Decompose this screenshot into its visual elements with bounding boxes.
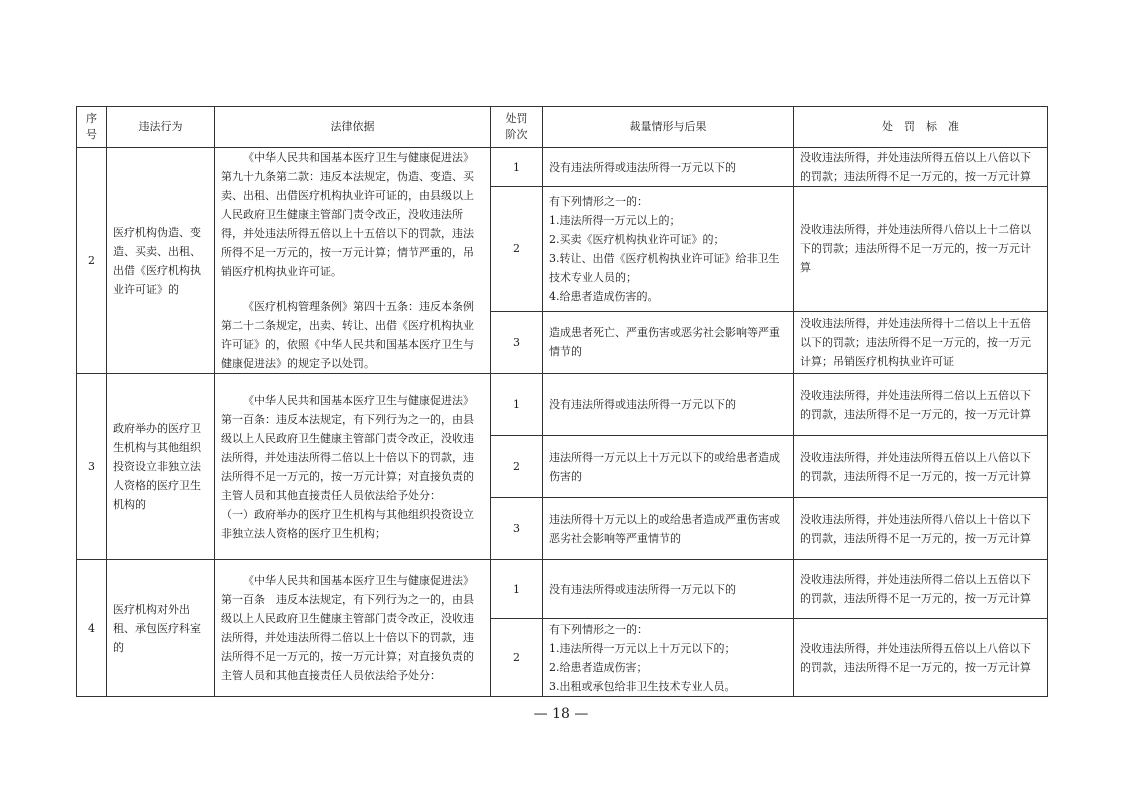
condition-cell	[543, 374, 794, 436]
condition-line: 4.给患者造成伤害的。	[549, 289, 659, 303]
header-act: 违法行为	[107, 107, 215, 148]
level-number: 3	[491, 311, 543, 373]
table-row	[77, 374, 1048, 436]
condition-line: 1.违法所得一万元以上的；	[549, 213, 681, 227]
level-number: 3	[491, 498, 543, 560]
condition-line: 有下列情形之一的：	[549, 194, 648, 208]
condition-line: 1.违法所得一万元以上十万元以下的；	[549, 641, 736, 655]
standard-cell: 没收违法所得，并处违法所得五倍以上八倍以下的罚款；违法所得不足一万元的，按一万元计算	[794, 148, 1048, 187]
law-paragraph: 《医疗机构管理条例》第四十五条：违反本条例第二十二条规定，出卖、转让、出借《医疗机构执业许可证》的，依照《中华人民共和国基本医疗卫生与健康促进法》的规定予以处罚。	[221, 300, 474, 370]
penalty-table	[76, 106, 1048, 697]
level-number: 1	[491, 148, 543, 187]
condition-line: 2.买卖《医疗机构执业许可证》的；	[549, 232, 725, 246]
condition-cell	[543, 148, 794, 187]
row-act: 医疗机构对外出租、承包医疗科室的	[107, 560, 215, 697]
standard-cell: 没收违法所得，并处违法所得十二倍以上十五倍以下的罚款；违法所得不足一万元的，按一万元计算；吊销医疗机构执业许可证	[794, 311, 1048, 373]
standard-cell: 没收违法所得，并处违法所得八倍以上十二倍以下的罚款；违法所得不足一万元的，按一万元计算	[794, 187, 1048, 312]
row-act: 政府举办的医疗卫生机构与其他组织投资设立非独立法人资格的医疗卫生机构的	[107, 374, 215, 560]
condition-line: 违法所得十万元以上的或给患者造成严重伤害或恶劣社会影响等严重情节的	[549, 512, 780, 545]
condition-line: 没有违法所得或违法所得一万元以下的	[549, 398, 736, 411]
level-number: 2	[491, 619, 543, 697]
header-level-text: 处罚 阶次	[505, 112, 528, 141]
header-std: 处 罚 标 准	[794, 107, 1048, 148]
condition-line: 2.给患者造成伤害；	[549, 660, 648, 674]
condition-line: 违法所得一万元以上十万元以下的或给患者造成伤害的	[549, 450, 780, 483]
row-act: 医疗机构伪造、变造、买卖、出租、出借《医疗机构执业许可证》的	[107, 148, 215, 374]
standard-cell: 没收违法所得，并处违法所得五倍以上八倍以下的罚款，违法所得不足一万元的，按一万元计算	[794, 436, 1048, 498]
law-paragraph: 《中华人民共和国基本医疗卫生与健康促进法》第一百条：违反本法规定，有下列行为之一的，由县级以上人民政府卫生健康主管部门责令改正，没收违法所得，并处违法所得二倍以上十倍以下的罚款，违法所得不足一万元的，按一万元计算；对直接负责的主管人员和其他直接责任人员依法给予处分：	[221, 393, 474, 502]
table-header-row	[77, 107, 1048, 148]
standard-cell: 没收违法所得，并处违法所得二倍以上五倍以下的罚款，违法所得不足一万元的，按一万元计算	[794, 374, 1048, 436]
standard-cell: 没收违法所得，并处违法所得五倍以上八倍以下的罚款，违法所得不足一万元的，按一万元计算	[794, 619, 1048, 697]
condition-cell	[543, 436, 794, 498]
condition-line: 3.转让、出借《医疗机构执业许可证》给非卫生技术专业人员的；	[549, 251, 780, 284]
page-number: — 18 —	[533, 706, 589, 722]
row-no: 4	[77, 560, 107, 697]
header-level	[491, 107, 543, 148]
row-no: 2	[77, 148, 107, 374]
row-law	[215, 560, 491, 697]
standard-cell: 没收违法所得，并处违法所得二倍以上五倍以下的罚款，违法所得不足一万元的，按一万元计算	[794, 560, 1048, 619]
row-law	[215, 148, 491, 374]
condition-line: 造成患者死亡、严重伤害或恶劣社会影响等严重情节的	[549, 326, 780, 359]
law-paragraph: 《中华人民共和国基本医疗卫生与健康促进法》第九十九条第二款：违反本法规定，伪造、变造、买卖、出租、出借医疗机构执业许可证的，由县级以上人民政府卫生健康主管部门责令改正，没收违法所得，并处违法所得五倍以上十五倍以下的罚款，违法所得不足一万元的，按一万元计算；情节严重的，吊销医疗机构执业许可证。	[221, 151, 474, 278]
condition-line: 没有违法所得或违法所得一万元以下的	[549, 160, 736, 174]
level-number: 2	[491, 187, 543, 312]
condition-cell	[543, 560, 794, 619]
condition-cell	[543, 187, 794, 312]
law-paragraph: （一）政府举办的医疗卫生机构与其他组织投资设立非独立法人资格的医疗卫生机构；	[221, 507, 474, 540]
condition-cell	[543, 311, 794, 373]
condition-line: 没有违法所得或违法所得一万元以下的	[549, 582, 736, 596]
condition-line: 有下列情形之一的：	[549, 622, 648, 636]
level-number: 1	[491, 374, 543, 436]
header-no-text: 序 号	[86, 112, 97, 141]
table-row	[77, 560, 1048, 619]
level-number: 2	[491, 436, 543, 498]
condition-line: 3.出租或承包给非卫生技术专业人员。	[549, 679, 736, 693]
level-number: 1	[491, 560, 543, 619]
table-row	[77, 148, 1048, 187]
condition-cell	[543, 619, 794, 697]
header-law: 法律依据	[215, 107, 491, 148]
condition-cell	[543, 498, 794, 560]
row-law	[215, 374, 491, 560]
row-no: 3	[77, 374, 107, 560]
law-paragraph: 《中华人民共和国基本医疗卫生与健康促进法》第一百条 违反本法规定，有下列行为之一的，由县级以上人民政府卫生健康主管部门责令改正，没收违法所得，并处违法所得二倍以上十倍以下的罚款，违法所得不足一万元的，按一万元计算；对直接负责的主管人员和其他直接责任人员依法给予处分：	[221, 574, 474, 682]
header-cond: 裁量情形与后果	[543, 107, 794, 148]
header-no	[77, 107, 107, 148]
standard-cell: 没收违法所得，并处违法所得八倍以上十倍以下的罚款，违法所得不足一万元的，按一万元计算	[794, 498, 1048, 560]
